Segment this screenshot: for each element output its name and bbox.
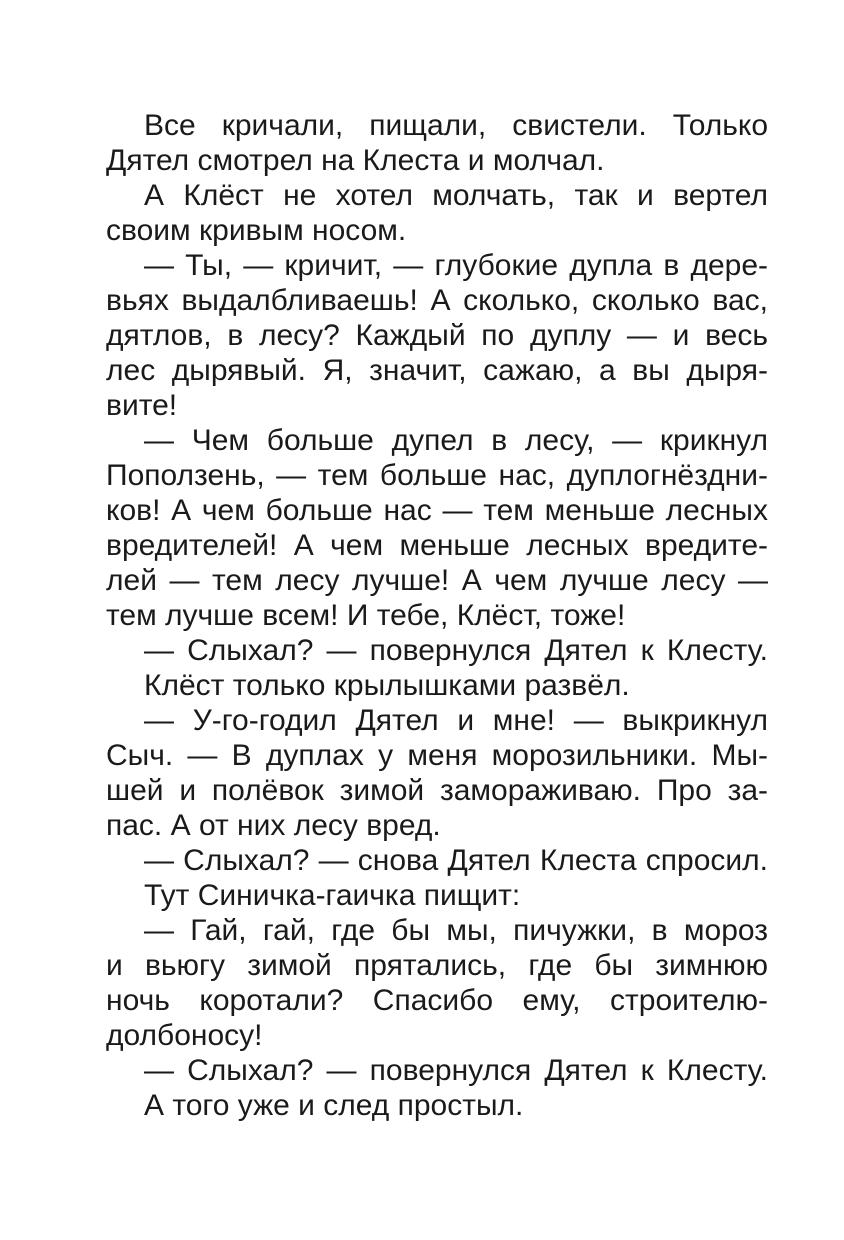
paragraph — [106, 178, 768, 248]
text-line: Клёст только крылышками развёл. — [144, 669, 630, 702]
text-line: Дятел смотрел на Клеста и молчал. — [106, 144, 605, 177]
text-line: вите! — [106, 389, 178, 422]
text-line: долбоносу! — [106, 1019, 263, 1052]
text-line: тем лучше всем! И тебе, Клёст, тоже! — [106, 599, 626, 632]
text-line: А того уже и след простыл. — [144, 1089, 524, 1122]
text-line: — Чем больше дупел в лесу, — крикнул — [144, 424, 768, 457]
text-line: лес дырявый. Я, значит, сажаю, а вы дыря- — [106, 354, 768, 387]
paragraph — [106, 703, 768, 843]
text-line: шей и полёвок зимой замораживаю. Про за- — [106, 774, 768, 807]
text-line: лей — тем лесу лучше! А чем лучше лесу — — [106, 564, 768, 597]
paragraph — [106, 913, 768, 1053]
text-line: вредителей! А чем меньше лесных вредите- — [106, 529, 768, 562]
text-line: и вьюгу зимой прятались, где бы зимнюю — [106, 949, 768, 982]
text-line: Поползень, — тем больше нас, дуплогнёздни- — [106, 459, 768, 492]
text-line: — У-го-годил Дятел и мне! — выкрикнул — [144, 704, 768, 737]
text-line: Все кричали, пищали, свистели. Только — [144, 109, 768, 142]
text-line: своим кривым носом. — [106, 214, 407, 247]
paragraph — [106, 843, 768, 878]
paragraph — [106, 423, 768, 633]
text-line: — Слыхал? — повернулся Дятел к Клесту. — [144, 1054, 768, 1087]
text-line: ков! А чем больше нас — тем меньше лесных — [106, 494, 768, 527]
paragraph — [106, 1088, 768, 1123]
text-line: — Ты, — кричит, — глубокие дупла в дере- — [144, 249, 768, 282]
paragraph — [106, 248, 768, 423]
text-line: А Клёст не хотел молчать, так и вертел — [144, 179, 768, 212]
text-line: Сыч. — В дуплах у меня морозильники. Мы- — [106, 739, 768, 772]
paragraph — [106, 668, 768, 703]
text-line: ночь коротали? Спасибо ему, строителю- — [106, 984, 768, 1017]
text-line: — Слыхал? — повернулся Дятел к Клесту. — [144, 634, 768, 667]
text-line: Тут Синичка-гаичка пищит: — [144, 879, 521, 912]
text-line: — Гай, гай, где бы мы, пичужки, в мороз — [144, 914, 768, 947]
text-line: вьях выдалбливаешь! А сколько, сколько вас, — [106, 284, 768, 317]
page-text — [106, 108, 768, 1123]
paragraph — [106, 633, 768, 668]
text-line: — Слыхал? — снова Дятел Клеста спросил. — [144, 844, 768, 877]
paragraph — [106, 1053, 768, 1088]
paragraph — [106, 878, 768, 913]
text-line: пас. А от них лесу вред. — [106, 809, 441, 842]
paragraph — [106, 108, 768, 178]
text-line: дятлов, в лесу? Каждый по дуплу — и весь — [106, 319, 768, 352]
